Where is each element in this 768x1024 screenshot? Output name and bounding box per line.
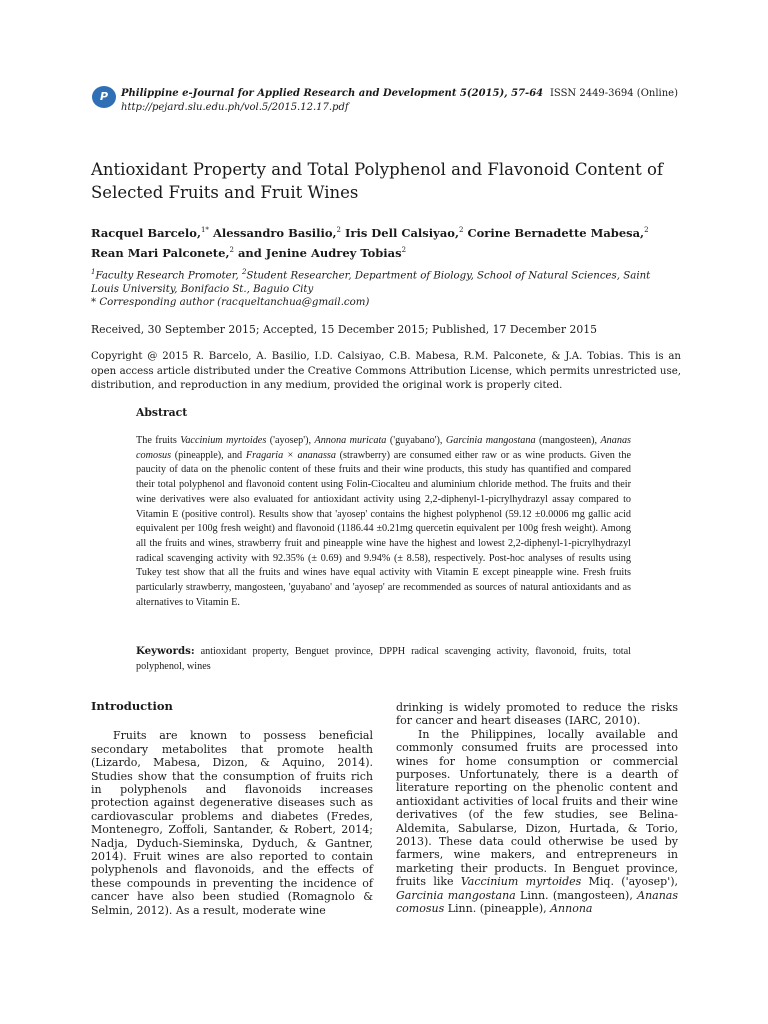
- journal-url[interactable]: http://pejard.slu.edu.ph/vol.5/2015.12.17.pdf: [121, 102, 349, 113]
- affil-text: Faculty Research Promoter,: [95, 270, 242, 282]
- abstract-text: ('ayosep'),: [266, 435, 315, 446]
- author-affil-mark: 2: [458, 226, 464, 234]
- keywords-text: antioxidant property, Benguet province, DPPH radical scavenging activity, flavonoid, fruits, total polyphenol, wines: [136, 646, 631, 672]
- author-name: Alessandro Basilio,: [212, 225, 337, 240]
- author-affil-mark: 2: [401, 245, 407, 254]
- body-paragraph: Fruits are known to possess beneficial secondary metabolites that promote health (Lizardo, Mabesa, Dizon, & Aquino, 2014). Studies show that the consumption of fruits rich in polyphenols and flavonoids increases protection against degenerative diseases such as cardiovascular problems and diabetes (Fredes, Montenegro, Zoffoli, Santander, & Robert, 2014; Nadja, Dyduch-Sieminska, Dyduch, & Gantner, 2014). Fruit wines are also reported to contain polyphenols and flavonoids, and the effects of these compounds in preventing the incidence of cancer have also been studied (Romagnolo & Selmin, 2012). As a result, moderate wine: [91, 729, 373, 917]
- author-affil-mark: 2: [336, 226, 341, 234]
- species-name: Ananas comosus: [396, 888, 678, 916]
- issn-label: ISSN 2449-3694 (Online): [549, 88, 678, 99]
- abstract-text: (pineapple), and: [171, 449, 246, 461]
- keywords: [136, 644, 631, 674]
- affiliations: [91, 266, 681, 310]
- body-text: In the Philippines, locally available and commonly consumed fruits are processed into wines for home consumption or commercial purposes. Unfortunately, there is a dearth of literature reporting on the phenolic content and antioxidant activities of local fruits and their wine derivatives (of the few studies, see Belina-Aldemita, Sabularse, Dizon, Hurtada, & Torio, 2013). These data could otherwise be used by farmers, wine makers, and entrepreneurs in marketing their products. In Benguet province, fruits like: [396, 727, 678, 889]
- intro-left-column: [91, 700, 373, 917]
- journal-logo-icon: P: [92, 86, 116, 108]
- author-name: and Jenine Audrey Tobias: [237, 245, 402, 260]
- author-name: Racquel Barcelo,: [91, 225, 201, 240]
- species-name: Garcinia mangostana: [445, 435, 536, 446]
- species-name: Ananas comosus: [136, 435, 632, 461]
- affil-mark: 1: [91, 268, 96, 276]
- paper-title: Antioxidant Property and Total Polyphenol and Flavonoid Content of Selected Fruits and Fruit Wines: [91, 160, 663, 202]
- affil-text: Student Researcher, Department of Biology, School of Natural Sciences, Saint Louis University, Bonifacio St., Baguio City: [91, 270, 651, 295]
- body-text: Linn. (mangosteen),: [515, 888, 638, 902]
- abstract-text: ('guyabano'),: [386, 435, 446, 446]
- abstract-text: The fruits: [136, 435, 181, 446]
- species-name: Annona muricata: [314, 435, 387, 446]
- copyright-notice: Copyright @ 2015 R. Barcelo, A. Basilio, I.D. Calsiyao, C.B. Mabesa, R.M. Palconete, & J.A. Tobias. This is an open access article distributed under the Creative Commons Attribution License, which permits unrestricted use, distribution, and reproduction in any medium, provided the original work is properly cited.: [91, 351, 681, 391]
- species-name: Vaccinium myrtoides: [180, 435, 267, 446]
- author-name: Corine Bernadette Mabesa,: [467, 225, 645, 240]
- publication-dates: Received, 30 September 2015; Accepted, 15 December 2015; Published, 17 December 2015: [91, 323, 597, 336]
- intro-right-column: [396, 701, 678, 916]
- abstract-text: (strawberry) are consumed either raw or as wine products. Given the paucity of data on the phenolic content of these fruits and their wine products, this study has quantified and compared their total polyphenol and flavonoid content using Folin-Ciocalteu and aluminium chloride method. The fruits and their wine derivatives were also evaluated for antioxidant activity using 2,2-diphenyl-1-picrylhydrazyl assay compared to Vitamin E (positive control). Results show that 'ayosep' contains the highest polyphenol (59.12 ±0.0006 mg gallic acid equivalent per 100g fresh weight) and flavonoid (1186.44 ±0.21mg quercetin equivalent per 100g fresh weight). Among all the fruits and wines, strawberry fruit and pineapple wine have the highest and lowest 2,2-diphenyl-1-picrylhydrazyl radical scavenging activity with 92.35% (± 0.69) and 9.94% (± 8.58), respectively. Post-hoc analyses of results using Tukey test show that all the fruits and wines have equal activity with Vitamin E except pineapple wine. Fresh fruits particularly strawberry, mangosteen, 'guyabano' and 'ayosep' are recommended as sources of natural antioxidants and as alternatives to Vitamin E.: [136, 449, 631, 608]
- author-list: [91, 222, 681, 262]
- keywords-label: Keywords:: [136, 645, 195, 657]
- author-name: Iris Dell Calsiyao,: [345, 225, 459, 240]
- abstract-text: (mangosteen),: [535, 435, 601, 446]
- author-affil-mark: 2: [229, 245, 234, 254]
- abstract-heading: Abstract: [136, 406, 188, 419]
- species-name: Garcinia mangostana: [396, 888, 516, 902]
- section-heading: Introduction: [91, 699, 173, 713]
- body-text: Miq. ('ayosep'),: [581, 875, 679, 889]
- affil-mark: 2: [241, 268, 247, 276]
- author-affil-mark: 2: [644, 226, 649, 234]
- abstract-body: [136, 434, 631, 610]
- affiliation-line: [91, 266, 681, 296]
- author-affil-mark: 1*: [200, 226, 209, 234]
- body-text: Linn. (pineapple),: [444, 902, 551, 916]
- species-name: Fragaria × ananassa: [245, 449, 336, 461]
- body-paragraph: [396, 728, 678, 916]
- author-name: Rean Mari Palconete,: [91, 245, 230, 260]
- species-name: Annona: [550, 902, 593, 916]
- species-name: Vaccinium myrtoides: [460, 875, 582, 889]
- body-paragraph: drinking is widely promoted to reduce the risks for cancer and heart diseases (IARC, 2010).: [396, 701, 678, 728]
- journal-citation: Philippine e-Journal for Applied Research and Development 5(2015), 57-64: [121, 88, 544, 99]
- corresponding-author: * Corresponding author (racqueltanchua@gmail.com): [91, 297, 370, 309]
